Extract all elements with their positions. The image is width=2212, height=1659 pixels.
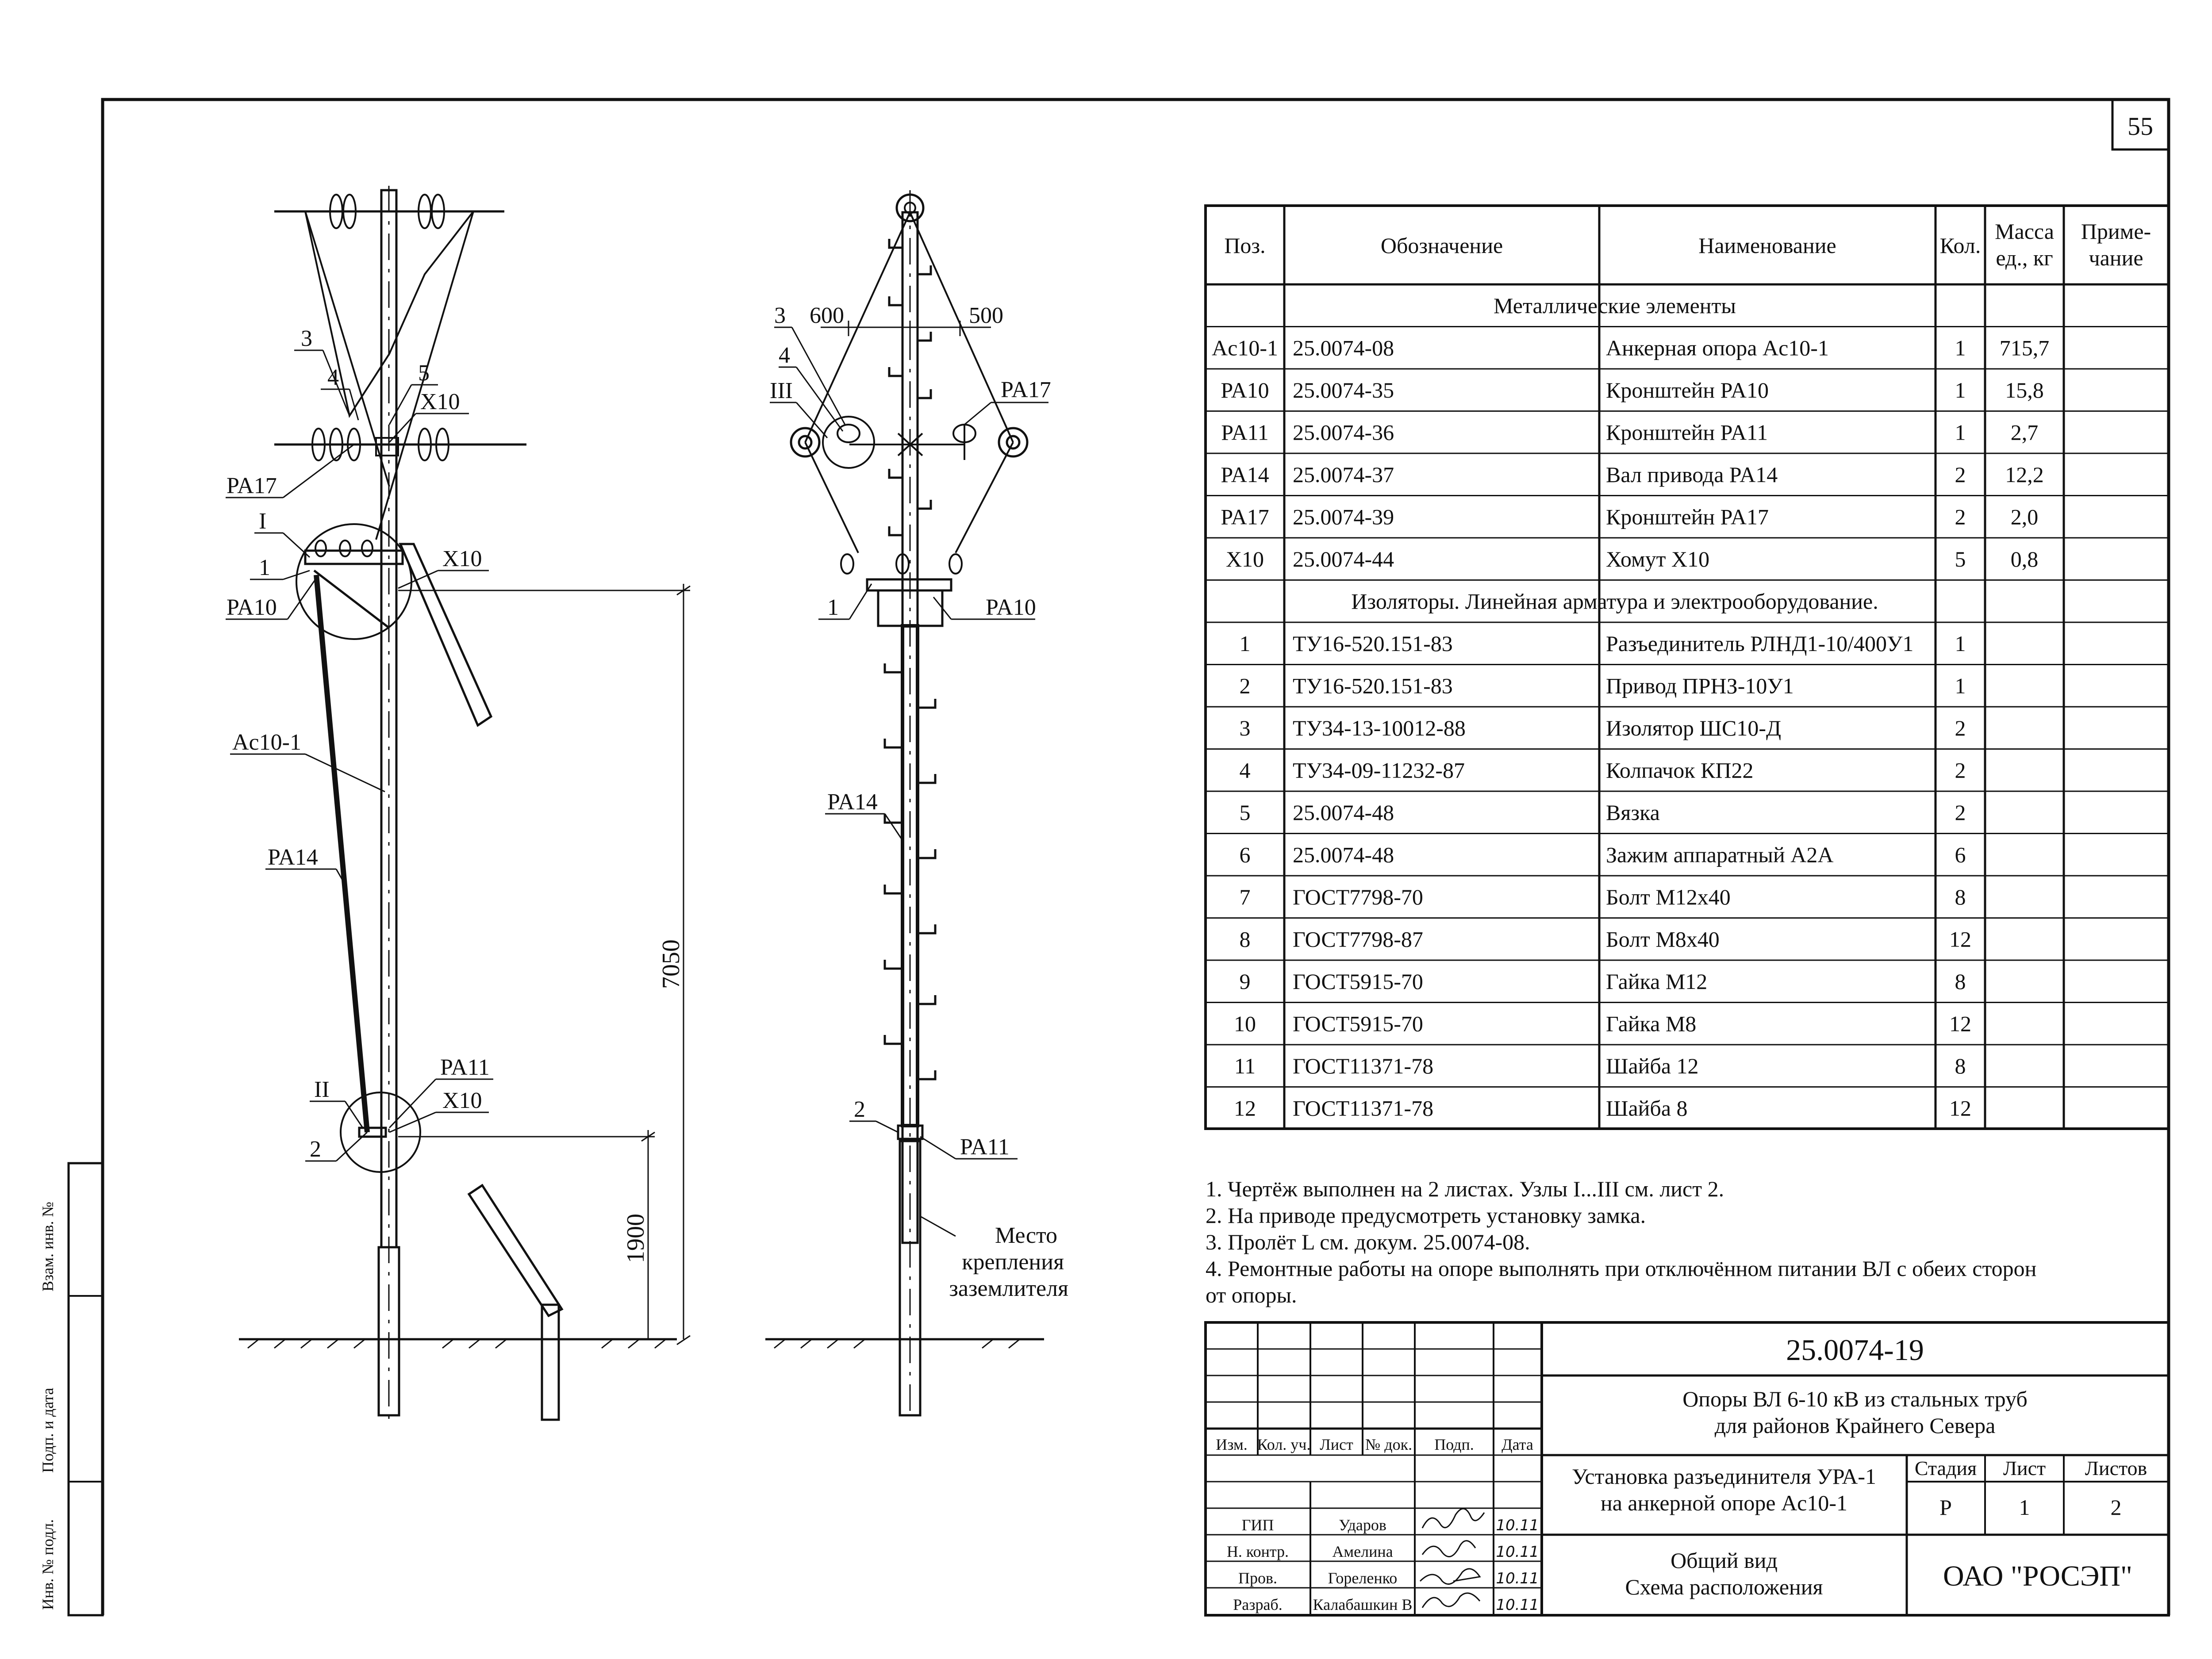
table-cell-designation: ГОСТ7798-70 bbox=[1293, 884, 1423, 909]
person-name: Амелина bbox=[1332, 1543, 1393, 1560]
person-role: ГИП bbox=[1241, 1516, 1274, 1534]
table-cell-qty: 2 bbox=[1955, 504, 1966, 529]
ground-note-line: заземлителя bbox=[949, 1276, 1068, 1301]
table-cell-name: Кронштейн PA17 bbox=[1606, 504, 1769, 529]
dim-600-label: 600 bbox=[810, 303, 844, 328]
drawing-title-line: Установка разъединителя УРА-1 bbox=[1571, 1464, 1877, 1489]
rev-header: Лист bbox=[1320, 1436, 1353, 1453]
sheets-label: Листов bbox=[2085, 1457, 2147, 1479]
table-cell-pos: 11 bbox=[1234, 1053, 1256, 1078]
table-cell-designation: 25.0074-48 bbox=[1293, 800, 1394, 825]
table-cell-name: Зажим аппаратный А2А bbox=[1606, 842, 1834, 867]
rev-header: Подп. bbox=[1434, 1436, 1474, 1453]
person-date: 10.11 bbox=[1496, 1596, 1539, 1614]
callout-label: II bbox=[314, 1077, 330, 1102]
table-cell-qty: 2 bbox=[1955, 758, 1966, 783]
table-cell-qty: 1 bbox=[1955, 673, 1966, 698]
table-cell-mass: 715,7 bbox=[1999, 335, 2050, 360]
table-cell-mass: 0,8 bbox=[2010, 546, 2039, 571]
table-cell-pos: PA17 bbox=[1221, 504, 1269, 529]
callout-label: 2 bbox=[310, 1137, 321, 1162]
table-cell-designation: 25.0074-36 bbox=[1293, 420, 1394, 445]
side-stamp-label: Инв. № подл. bbox=[39, 1519, 57, 1610]
callout-label: X10 bbox=[420, 389, 460, 414]
table-cell-pos: 4 bbox=[1239, 758, 1251, 783]
table-cell-qty: 12 bbox=[1949, 1096, 1971, 1121]
table-header-qty: Кол. bbox=[1939, 233, 1981, 258]
table-cell-qty: 1 bbox=[1955, 420, 1966, 445]
table-cell-mass: 15,8 bbox=[2005, 377, 2044, 402]
callout-label: 2 bbox=[854, 1097, 865, 1122]
table-cell-qty: 12 bbox=[1949, 1011, 1971, 1036]
table-cell-pos: PA14 bbox=[1221, 462, 1269, 487]
callout-label: 3 bbox=[301, 326, 312, 351]
table-cell-name: Болт М12х40 bbox=[1606, 884, 1731, 909]
callout-label: PA14 bbox=[827, 789, 878, 815]
table-cell-designation: ГОСТ7798-87 bbox=[1293, 927, 1423, 952]
side-stamp-label: Подп. и дата bbox=[39, 1387, 57, 1473]
table-cell-name: Вязка bbox=[1606, 800, 1660, 825]
table-cell-qty: 2 bbox=[1955, 800, 1966, 825]
table-cell-pos: 7 bbox=[1239, 884, 1251, 909]
table-cell-name: Колпачок КП22 bbox=[1606, 758, 1754, 783]
note-line: 4. Ремонтные работы на опоре выполнять при отключённом питании ВЛ с обеих сторон bbox=[1206, 1256, 2037, 1281]
callout-label: PA10 bbox=[227, 595, 277, 620]
note-line: 2. На приводе предусмотреть установку замка. bbox=[1206, 1203, 1646, 1228]
table-cell-designation: 25.0074-44 bbox=[1293, 546, 1394, 571]
table-section-header: Металлические элементы bbox=[1494, 293, 1736, 318]
table-cell-qty: 8 bbox=[1955, 884, 1966, 909]
person-date: 10.11 bbox=[1496, 1517, 1539, 1534]
ground-note-line: крепления bbox=[962, 1249, 1064, 1275]
table-cell-designation: 25.0074-37 bbox=[1293, 462, 1394, 487]
table-cell-name: Гайка М8 bbox=[1606, 1011, 1697, 1036]
callout-label: PA11 bbox=[960, 1134, 1010, 1160]
table-cell-name: Изолятор ШС10-Д bbox=[1606, 715, 1782, 740]
table-cell-qty: 6 bbox=[1955, 842, 1966, 867]
table-header-note: чание bbox=[2089, 245, 2143, 270]
table-cell-designation: ГОСТ5915-70 bbox=[1293, 969, 1423, 994]
table-cell-qty: 8 bbox=[1955, 1053, 1966, 1078]
stage-value: Р bbox=[1939, 1495, 1952, 1520]
table-cell-name: Анкерная опора Ac10-1 bbox=[1606, 335, 1829, 360]
table-cell-designation: 25.0074-35 bbox=[1293, 377, 1394, 402]
dim-low-label: 1900 bbox=[622, 1214, 649, 1263]
table-cell-name: Кронштейн PA11 bbox=[1606, 420, 1768, 445]
table-cell-pos: 2 bbox=[1239, 673, 1251, 698]
table-cell-name: Шайба 8 bbox=[1606, 1096, 1688, 1121]
note-line: 1. Чертёж выполнен на 2 листах. Узлы I...III см. лист 2. bbox=[1206, 1176, 1724, 1201]
callout-label: Ac10-1 bbox=[232, 730, 301, 755]
dim-500-label: 500 bbox=[969, 303, 1003, 328]
table-header-mass: Масса bbox=[1995, 219, 2054, 244]
dim-height-label: 7050 bbox=[657, 939, 685, 989]
table-cell-name: Привод ПРНЗ-10У1 bbox=[1606, 673, 1794, 698]
person-date: 10.11 bbox=[1496, 1543, 1539, 1561]
table-cell-qty: 1 bbox=[1955, 631, 1966, 656]
table-cell-mass: 12,2 bbox=[2005, 462, 2044, 487]
person-name: Ударов bbox=[1339, 1516, 1386, 1534]
table-cell-pos: 9 bbox=[1239, 969, 1251, 994]
table-cell-qty: 2 bbox=[1955, 715, 1966, 740]
callout-label: 3 bbox=[774, 303, 786, 328]
sheet-title-line: Схема расположения bbox=[1625, 1575, 1823, 1599]
table-cell-name: Хомут X10 bbox=[1606, 546, 1710, 571]
table-header-pos: Поз. bbox=[1224, 233, 1266, 258]
side-stamp-label: Взам. инв. № bbox=[39, 1202, 57, 1291]
person-date: 10.11 bbox=[1496, 1570, 1539, 1587]
callout-label: PA10 bbox=[986, 595, 1036, 620]
person-name: Калабашкин В bbox=[1313, 1596, 1413, 1613]
callout-label: I bbox=[259, 509, 267, 534]
callout-label: X10 bbox=[442, 1088, 482, 1113]
table-cell-qty: 12 bbox=[1949, 927, 1971, 952]
callout-label: X10 bbox=[442, 546, 482, 571]
callout-label: 4 bbox=[779, 343, 790, 368]
table-cell-qty: 8 bbox=[1955, 969, 1966, 994]
callout-label: 1 bbox=[827, 595, 839, 620]
sheets-value: 2 bbox=[2110, 1495, 2122, 1520]
callout-label: 1 bbox=[259, 555, 270, 580]
note-line: 3. Пролёт L см. докум. 25.0074-08. bbox=[1206, 1230, 1530, 1254]
table-cell-mass: 2,0 bbox=[2010, 504, 2039, 529]
callout-label: 5 bbox=[418, 360, 430, 386]
side-stamp-labels bbox=[39, 1202, 57, 1610]
table-cell-pos: 10 bbox=[1234, 1011, 1256, 1036]
callout-label: PA11 bbox=[440, 1055, 490, 1080]
project-title-line: для районов Крайнего Севера bbox=[1714, 1413, 1996, 1438]
table-header-note: Приме- bbox=[2081, 219, 2151, 244]
person-role: Пров. bbox=[1238, 1569, 1277, 1587]
table-cell-designation: 25.0074-48 bbox=[1293, 842, 1394, 867]
callout-label: III bbox=[770, 378, 793, 403]
table-cell-name: Вал привода PA14 bbox=[1606, 462, 1778, 487]
rev-header: Дата bbox=[1502, 1436, 1533, 1453]
rev-header: Изм. bbox=[1216, 1436, 1248, 1453]
rev-header: № док. bbox=[1365, 1436, 1413, 1453]
table-cell-qty: 2 bbox=[1955, 462, 1966, 487]
table-cell-qty: 1 bbox=[1955, 335, 1966, 360]
table-cell-pos: 8 bbox=[1239, 927, 1251, 952]
table-cell-pos: 1 bbox=[1239, 631, 1251, 656]
table-cell-designation: ТУ16-520.151-83 bbox=[1293, 673, 1453, 698]
table-cell-designation: ТУ34-09-11232-87 bbox=[1293, 758, 1465, 783]
sheet-label: Лист bbox=[2003, 1457, 2046, 1479]
table-cell-name: Разъединитель РЛНД1-10/400У1 bbox=[1606, 631, 1914, 656]
callout-label: PA17 bbox=[1001, 377, 1051, 402]
table-cell-qty: 1 bbox=[1955, 377, 1966, 402]
table-cell-mass: 2,7 bbox=[2010, 420, 2039, 445]
person-role: Разраб. bbox=[1233, 1596, 1283, 1613]
table-header-name: Наименование bbox=[1698, 233, 1836, 258]
table-cell-designation: ТУ16-520.151-83 bbox=[1293, 631, 1453, 656]
table-cell-pos: 6 bbox=[1239, 842, 1251, 867]
sheet-number: 55 bbox=[2128, 112, 2153, 141]
table-cell-pos: PA10 bbox=[1221, 377, 1269, 402]
table-header-mass: ед., кг bbox=[1996, 245, 2053, 270]
callout-label: PA17 bbox=[227, 473, 277, 498]
table-cell-pos: PA11 bbox=[1221, 420, 1269, 445]
drawing-title-line: на анкерной опоре Ac10-1 bbox=[1600, 1490, 1848, 1515]
doc-code: 25.0074-19 bbox=[1786, 1333, 1924, 1367]
table-cell-designation: ГОСТ5915-70 bbox=[1293, 1011, 1423, 1036]
table-cell-name: Кронштейн PA10 bbox=[1606, 377, 1769, 402]
stage-label: Стадия bbox=[1914, 1457, 1977, 1479]
table-cell-designation: 25.0074-39 bbox=[1293, 504, 1394, 529]
callout-label: PA14 bbox=[268, 845, 318, 870]
table-cell-qty: 5 bbox=[1955, 546, 1966, 571]
table-cell-name: Гайка М12 bbox=[1606, 969, 1708, 994]
table-cell-pos: 3 bbox=[1239, 715, 1251, 740]
company-name: ОАО "РОСЭП" bbox=[1943, 1560, 2133, 1592]
callout-label: 4 bbox=[327, 365, 339, 390]
ground-note-line: Место bbox=[995, 1223, 1057, 1248]
note-line: от опоры. bbox=[1206, 1283, 1297, 1307]
table-cell-designation: ГОСТ11371-78 bbox=[1293, 1096, 1434, 1121]
project-title-line: Опоры ВЛ 6-10 кВ из стальных труб bbox=[1682, 1387, 2028, 1411]
table-cell-name: Болт М8х40 bbox=[1606, 927, 1720, 952]
table-cell-pos: X10 bbox=[1225, 546, 1264, 571]
table-cell-designation: ГОСТ11371-78 bbox=[1293, 1053, 1434, 1078]
table-cell-pos: 5 bbox=[1239, 800, 1251, 825]
table-cell-pos: Ac10-1 bbox=[1212, 335, 1278, 360]
table-header-designation: Обозначение bbox=[1380, 233, 1503, 258]
person-role: Н. контр. bbox=[1226, 1543, 1289, 1560]
table-cell-designation: ТУ34-13-10012-88 bbox=[1293, 715, 1466, 740]
table-section-header: Изоляторы. Линейная арматура и электрооборудование. bbox=[1351, 589, 1878, 614]
table-cell-name: Шайба 12 bbox=[1606, 1053, 1699, 1078]
table-cell-designation: 25.0074-08 bbox=[1293, 335, 1394, 360]
sheet-value: 1 bbox=[2019, 1495, 2030, 1520]
sheet-title-line: Общий вид bbox=[1671, 1548, 1778, 1573]
rev-header: Кол. уч. bbox=[1257, 1436, 1311, 1453]
person-name: Гореленко bbox=[1328, 1569, 1398, 1587]
table-cell-pos: 12 bbox=[1234, 1096, 1256, 1121]
